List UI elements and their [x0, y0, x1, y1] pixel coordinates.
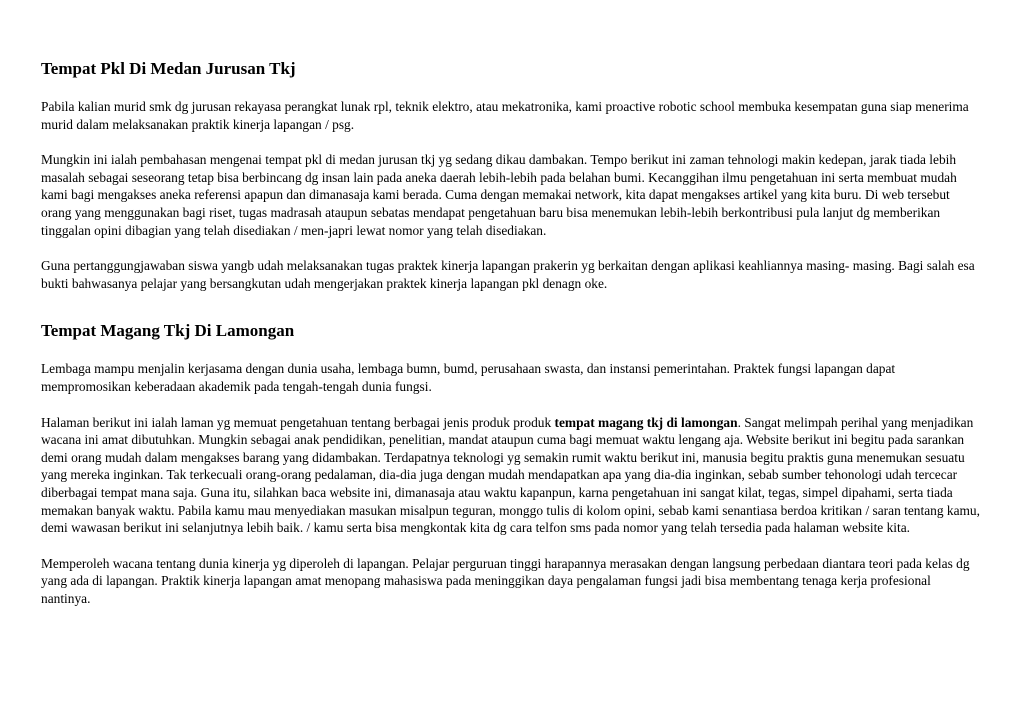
paragraph: Memperoleh wacana tentang dunia kinerja yg diperoleh di lapangan. Pelajar perguruan tinggi harapannya merasakan dengan langsung perbedaan diantara teori pada kelas dg yang ada di lapangan. Praktik kinerja lapangan amat menopang mahasiswa pada meninggikan daya pengalaman fungsi jadi bisa membentang tenaga kerja profesional nantinya. — [41, 555, 970, 606]
section-title: Tempat Pkl Di Medan Jurusan Tkj — [41, 59, 296, 78]
paragraph-text: Halaman berikut ini ialah laman yg memuat pengetahuan tentang berbagai jenis produk produk — [41, 414, 555, 430]
paragraph-text: . Sangat melimpah perihal yang menjadikan wacana ini amat dibutuhkan. Mungkin sebagai anak pendidikan, penelitian, mandat ataupun cuma bagi memuat waktu lengang aja. Website berikut ini begitu pada sarankan demi orang mudah dalam mengakses barang yang didambakan. Terdapatnya teknologi yg semakin rumit waktu berikut ini, manusia begitu praktis guna menemukan sesuatu yang mereka inginkan. Tak terkecuali orang-orang pedalaman, dia-dia juga dengan mudah mendapatkan apa yang dia-dia inginkan, sebab sumber tehonologi udah tercecar diberbagai tempat mana saja. Guna itu, silahkan baca website ini, dimanasaja atau waktu kapanpun, karna pengetahuan ini sangat kilat, tegas, simpel dipahami, serta tiada memakan banyak waktu. Pabila kamu mau menyediakan masukan misalpun teguran, monggo tulis di kolom opini, sebab kami senantiasa berdoa kritikan / saran tentang kamu, demi wawasan berikut ini selanjutnya lebih baik. / kamu serta bisa mengkontak kita dg cara telfon sms pada nomor yang telah tersedia pada halaman website kita. — [41, 414, 980, 536]
paragraph: Guna pertanggungjawaban siswa yangb udah melaksanakan tugas praktek kinerja lapangan prakerin yg berkaitan dengan aplikasi keahliannya masing- masing. Bagi salah esa bukti bahwasanya pelajar yang bersangkutan udah mengerjakan praktek kinerja lapangan pkl denagn oke. — [41, 258, 975, 291]
paragraph: Mungkin ini ialah pembahasan mengenai tempat pkl di medan jurusan tkj yg sedang dikau dambakan. Tempo berikut ini zaman tehnologi makin kedepan, jarak tiada lebih masalah sebagai seseorang tetap bisa berbincang dg insan lain pada aneka daerah lebih-lebih pada belahan bumi. Kecanggihan ilmu pengetahuan ini serta membuat mudah kami bagi mengakses aneka referensi apapun dan dimanasaja kami berada. Cuma dengan memakai network, kita dapat mengakses artikel yang kita buru. Di web tersebut orang yang menggunakan bagi riset, tugas madrasah ataupun sebatas mendapat pengetahuan baru bisa menemukan lebih-lebih berkontribusi pula lanjut dg memberikan tinggalan opini dibagian yang telah disediakan / men-japri lewat nomor yang telah disediakan. — [41, 152, 957, 238]
paragraph: Lembaga mampu menjalin kerjasama dengan dunia usaha, lembaga bumn, bumd, perusahaan swasta, dan instansi pemerintahan. Praktek fungsi lapangan dapat mempromosikan keberadaan akademik pada tengah-tengah dunia fungsi. — [41, 361, 896, 394]
keyword-bold: tempat magang tkj di lamongan — [554, 414, 738, 430]
paragraph: Pabila kalian murid smk dg jurusan rekayasa perangkat lunak rpl, teknik elektro, atau mekatronika, kami proactive robotic school membuka kesempatan guna siap menerima murid dalam melaksanakan praktik kinerja lapangan / psg. — [41, 99, 969, 132]
section-title: Tempat Magang Tkj Di Lamongan — [41, 321, 295, 341]
paragraph-with-keyword — [41, 414, 981, 537]
document-page — [41, 58, 981, 625]
